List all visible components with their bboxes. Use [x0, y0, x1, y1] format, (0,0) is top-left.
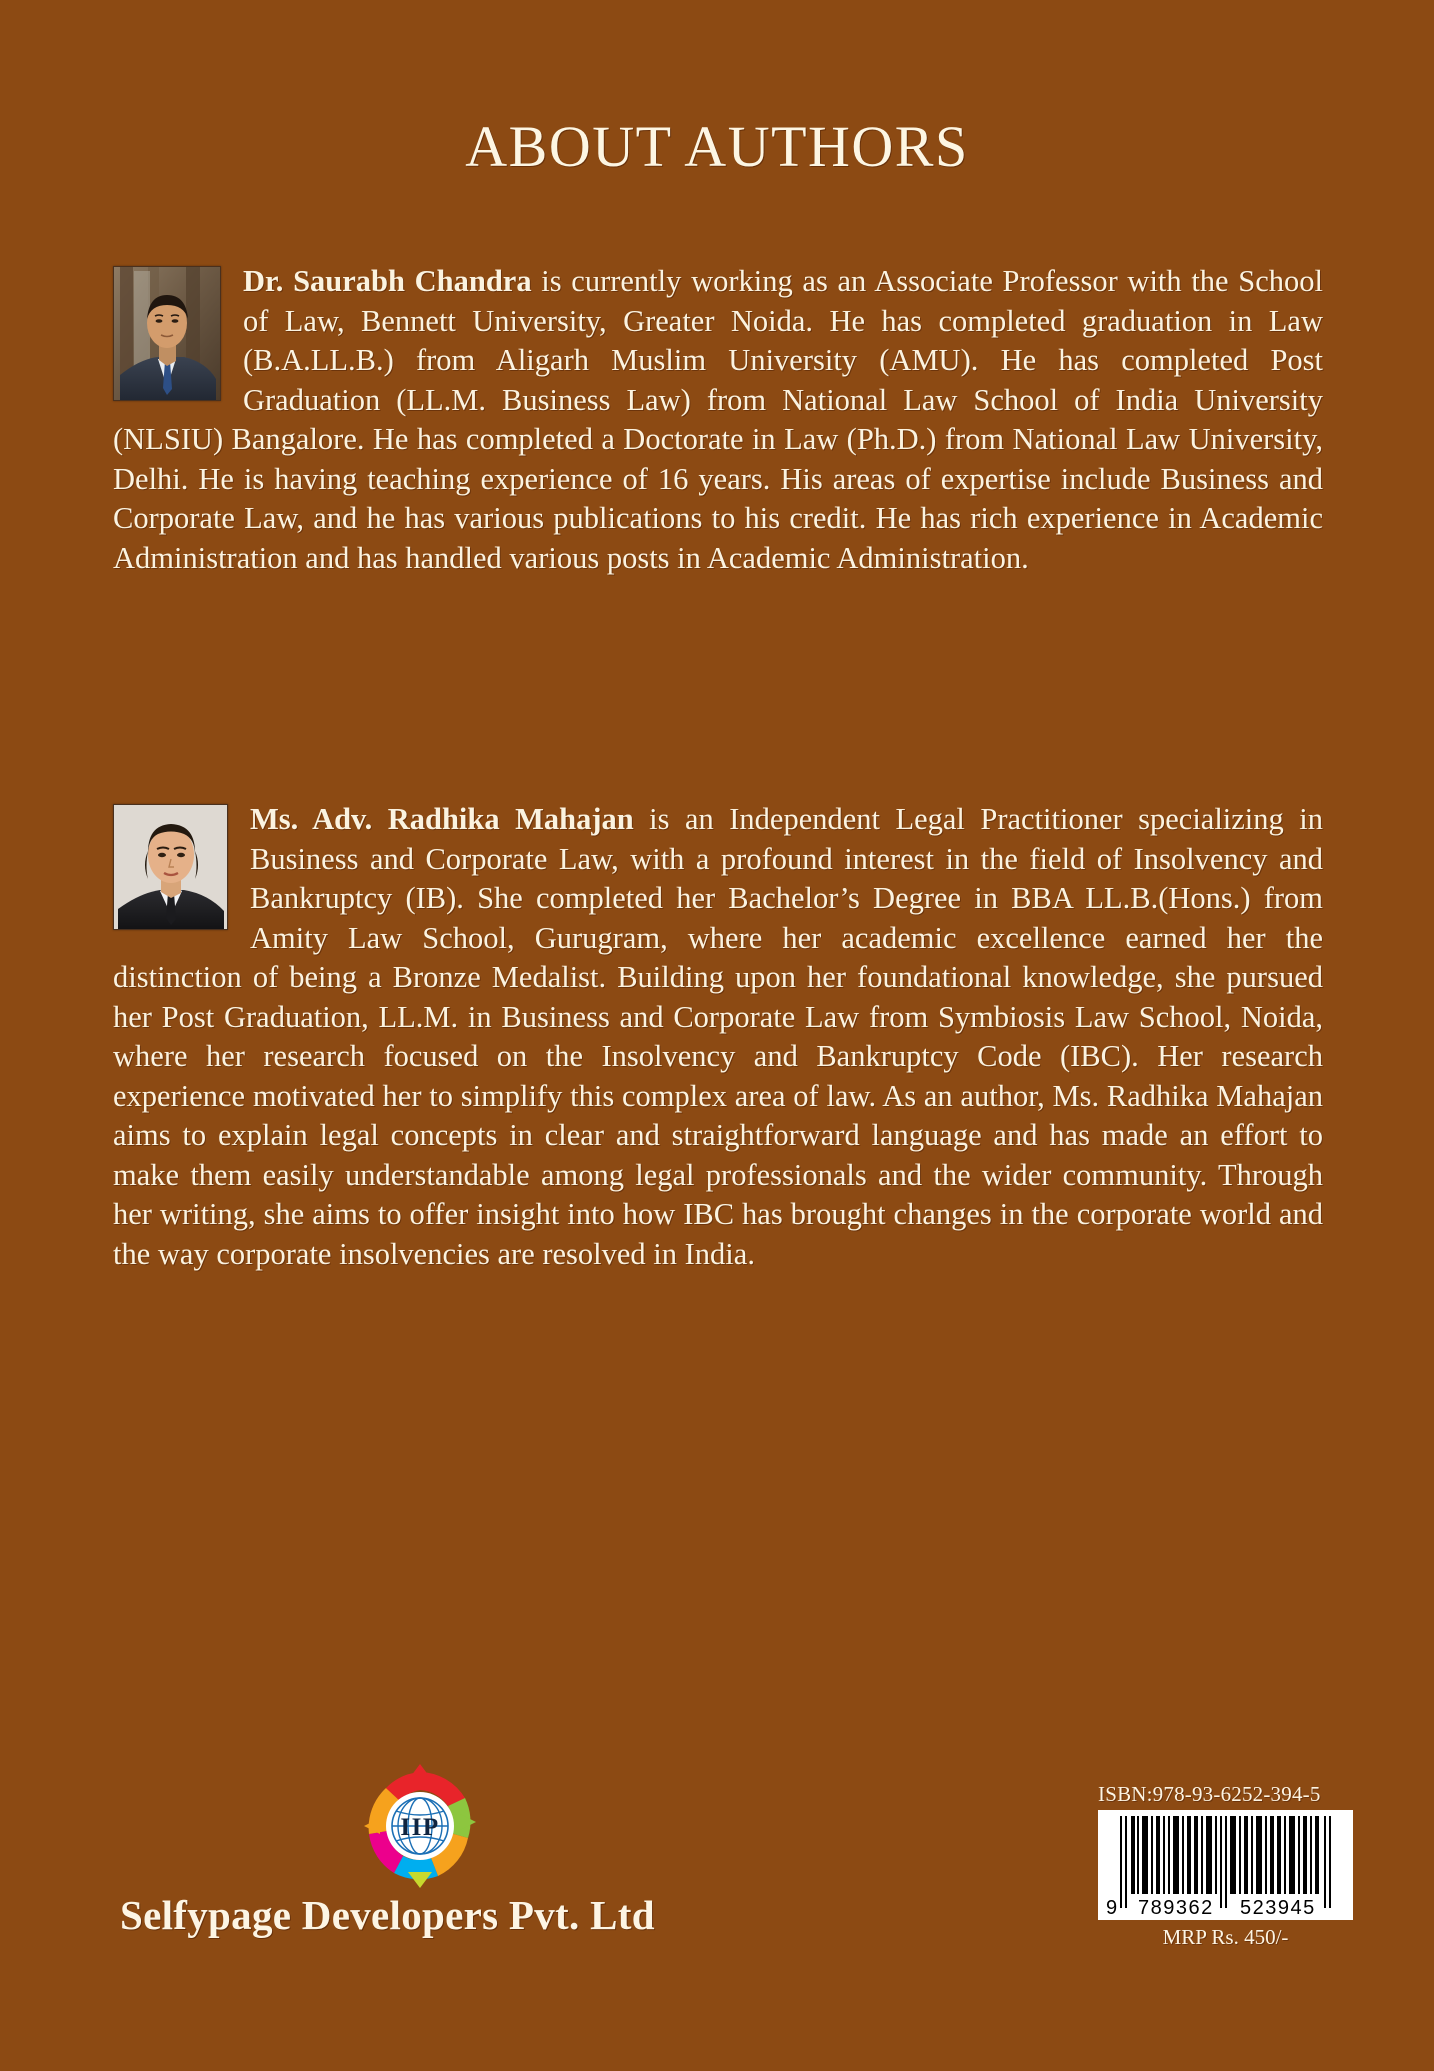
author-bio-block-1 [113, 262, 1323, 578]
author-bio-text-1: is currently working as an Associate Professor with the School of Law, Bennett University, Greater Noida. He has completed graduation in Law (B.A.LL.B.) from Aligarh Muslim University (AMU). He has completed Post Graduation (LL.M. Business Law) from National Law School of India University (NLSIU) Bangalore. He has completed a Doctorate in Law (Ph.D.) from National Law University, Delhi. He is having teaching experience of 16 years. His areas of expertise include Business and Corporate Law, and he has various publications to his credit. He has rich experience in Academic Administration and has handled various posts in Academic Administration. [113, 264, 1323, 575]
isbn-barcode [1098, 1810, 1353, 1920]
svg-text:IIP: IIP [400, 1814, 440, 1841]
isbn-barcode-block [1098, 1782, 1358, 1950]
author-name-2: Ms. Adv. Radhika Mahajan [250, 802, 634, 836]
barcode-group-1: 789362 [1138, 1897, 1214, 1919]
barcode-left-digit: 9 [1106, 1897, 1118, 1919]
barcode-group-2: 523945 [1240, 1897, 1316, 1919]
iip-publisher-logo [356, 1762, 484, 1890]
isbn-label: ISBN:978-93-6252-394-5 [1098, 1782, 1321, 1806]
mrp-label: MRP Rs. 450/- [1162, 1925, 1289, 1949]
portrait-photo-radhika-mahajan [113, 804, 228, 930]
publisher-name: Selfypage Developers Pvt. Ltd [120, 1892, 655, 1938]
author-name-1: Dr. Saurabh Chandra [243, 264, 532, 298]
portrait-photo-saurabh-chandra [113, 266, 221, 401]
author-bio-text-2: is an Independent Legal Practitioner specializing in Business and Corporate Law, with a profound interest in the field of Insolvency and Bankruptcy (IB). She completed her Bachelor’s Degree in BBA LL.B.(Hons.) from Amity Law School, Gurugram, where her academic excellence earned her the distinction of being a Bronze Medalist. Building upon her foundational knowledge, she pursued her Post Graduation, LL.M. in Business and Corporate Law from Symbiosis Law School, Noida, where her research focused on the Insolvency and Bankruptcy Code (IBC). Her research experience motivated her to simplify this complex area of law. As an author, Ms. Radhika Mahajan aims to explain legal concepts in clear and straightforward language and has made an effort to make them easily understandable among legal professionals and the wider community. Through her writing, she aims to offer insight into how IBC has brought changes in the corporate world and the way corporate insolvencies are resolved in India. [113, 802, 1323, 1271]
author-bio-block-2 [113, 800, 1323, 1274]
page-title: ABOUT AUTHORS [465, 114, 969, 179]
